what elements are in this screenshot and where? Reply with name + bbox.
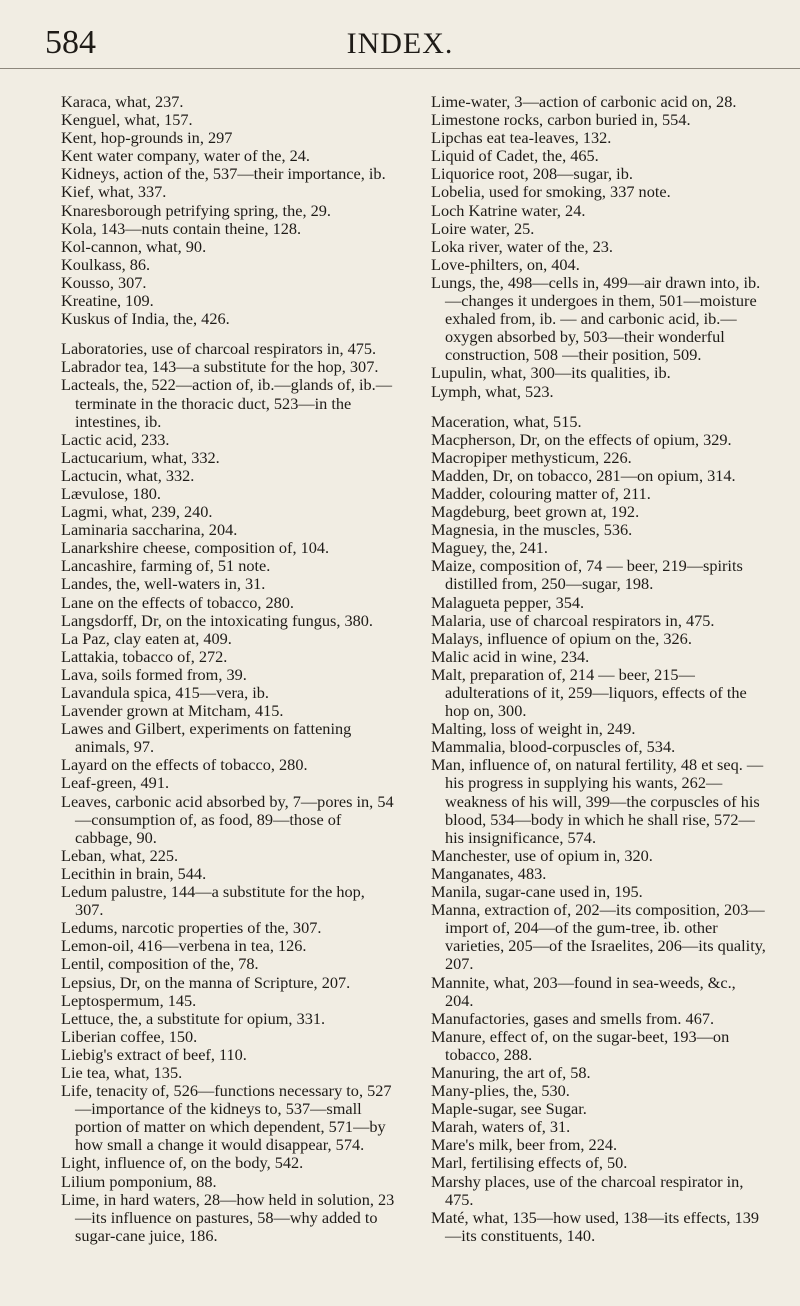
index-entry: Lactucarium, what, 332.	[61, 447, 220, 467]
index-entry: Landes, the, well-waters in, 31.	[61, 574, 266, 594]
index-entry: Lava, soils formed from, 39.	[61, 664, 247, 684]
index-entry: Many-plies, the, 530.	[431, 1081, 570, 1101]
index-entry: Lactucin, what, 332.	[61, 465, 195, 485]
index-entry: Kousso, 307.	[61, 272, 147, 292]
index-entry: Maize, composition of, 74 — beer, 219—spirits distilled from, 250—sugar, 198.	[431, 556, 743, 594]
index-entry: Manila, sugar-cane used in, 195.	[431, 882, 643, 902]
page-number: 584	[45, 24, 96, 61]
index-entry: Life, tenacity of, 526—functions necessary to, 527—importance of the kidneys to, 537—small portion of matter on which dependent, 571—by how small a change it would disappear, 574.	[61, 1081, 392, 1155]
index-entry: Ledum palustre, 144—a substitute for the hop, 307.	[61, 882, 365, 920]
index-entry: Manganates, 483.	[431, 863, 547, 883]
index-entry: Maté, what, 135—how used, 138—its effects, 139—its constituents, 140.	[431, 1207, 759, 1245]
index-entry: Limestone rocks, carbon buried in, 554.	[431, 110, 691, 130]
index-entry: Laboratories, use of charcoal respirators in, 475.	[61, 339, 377, 359]
index-entry: Lentil, composition of the, 78.	[61, 954, 259, 974]
index-entry: Kent water company, water of the, 24.	[61, 146, 310, 166]
index-entry: Macpherson, Dr, on the effects of opium, 329.	[431, 429, 732, 449]
index-entry: Liquorice root, 208—sugar, ib.	[431, 164, 633, 184]
index-entry: Macropiper methysticum, 226.	[431, 447, 632, 467]
index-entry: Lepsius, Dr, on the manna of Scripture, 207.	[61, 972, 351, 992]
index-entry: Leptospermum, 145.	[61, 990, 197, 1010]
index-entry: La Paz, clay eaten at, 409.	[61, 628, 232, 648]
index-entry: Lavender grown at Mitcham, 415.	[61, 701, 284, 721]
index-entry: Kuskus of India, the, 426.	[61, 309, 230, 329]
index-entry: Lacteals, the, 522—action of, ib.—glands of, ib.—terminate in the thoracic duct, 523—in the intestines, ib.	[61, 375, 392, 431]
index-entry: Mare's milk, beer from, 224.	[431, 1135, 618, 1155]
index-entry: Langsdorff, Dr, on the intoxicating fungus, 380.	[61, 610, 373, 630]
index-entry: Lane on the effects of tobacco, 280.	[61, 592, 294, 612]
index-entry: Man, influence of, on natural fertility, 48 et seq. — his progress in supplying his wants, 262—weakness of his will, 399—the corpuscles of his blood, 534—body in which he shall rise, 572—his insignificance, 574.	[431, 755, 764, 847]
index-entry: Malagueta pepper, 354.	[431, 592, 585, 612]
index-entry: Lancashire, farming of, 51 note.	[61, 556, 271, 576]
index-column-left	[61, 93, 396, 1245]
index-entry: Manufactories, gases and smells from. 467.	[431, 1008, 715, 1028]
index-entry: Manna, extraction of, 202—its composition, 203—import of, 204—of the gum-tree, ib. other varieties, 205—of the Israelites, 206—its quality, 207.	[431, 900, 766, 974]
index-entry: Lilium pomponium, 88.	[61, 1171, 217, 1191]
index-entry: Lupulin, what, 300—its qualities, ib.	[431, 363, 671, 383]
index-entry: Manure, effect of, on the sugar-beet, 193—on tobacco, 288.	[431, 1026, 730, 1064]
index-entry: Lymph, what, 523.	[431, 381, 554, 401]
index-entry: Magdeburg, beet grown at, 192.	[431, 502, 640, 522]
index-entry: Lanarkshire cheese, composition of, 104.	[61, 538, 330, 558]
index-entry: Light, influence of, on the body, 542.	[61, 1153, 304, 1173]
index-entry: Lettuce, the, a substitute for opium, 331.	[61, 1008, 326, 1028]
index-entry: Kol-cannon, what, 90.	[61, 236, 207, 256]
index-entry: Lavandula spica, 415—vera, ib.	[61, 683, 269, 702]
index-entry: Lactic acid, 233.	[61, 429, 170, 449]
index-entry: Koulkass, 86.	[61, 254, 151, 274]
index-entry: Labrador tea, 143—a substitute for the hop, 307.	[61, 357, 379, 377]
index-entry: Layard on the effects of tobacco, 280.	[61, 755, 308, 775]
index-entry: Lemon-oil, 416—verbena in tea, 126.	[61, 936, 307, 956]
index-entry: Lime-water, 3—action of carbonic acid on, 28.	[431, 92, 737, 111]
index-entry: Ledums, narcotic properties of the, 307.	[61, 918, 322, 938]
index-entry: Maceration, what, 515.	[431, 411, 582, 431]
index-entry: Loka river, water of the, 23.	[431, 236, 613, 256]
index-entry: Kreatine, 109.	[61, 291, 154, 311]
index-entry: Marl, fertilising effects of, 50.	[431, 1153, 628, 1173]
page-header	[0, 20, 800, 69]
index-entry: Madden, Dr, on tobacco, 281—on opium, 314.	[431, 465, 736, 485]
index-entry: Malic acid in wine, 234.	[431, 646, 590, 666]
index-entry: Leaves, carbonic acid absorbed by, 7—pores in, 54—consumption of, as food, 89—those of cabbage, 90.	[61, 791, 394, 847]
index-entry: Maple-sugar, see Sugar.	[431, 1099, 587, 1119]
index-entry: Malays, influence of opium on the, 326.	[431, 628, 692, 648]
index-entry: Love-philters, on, 404.	[431, 254, 580, 274]
index-entry: Leban, what, 225.	[61, 845, 179, 865]
index-entry: Lævulose, 180.	[61, 483, 161, 503]
index-entry: Manuring, the art of, 58.	[431, 1062, 591, 1082]
index-entry: Lipchas eat tea-leaves, 132.	[431, 128, 612, 148]
index-entry: Lime, in hard waters, 28—how held in solution, 23—its influence on pastures, 58—why added to sugar-cane juice, 186.	[61, 1189, 395, 1245]
index-entry: Kenguel, what, 157.	[61, 110, 193, 130]
index-entry: Laminaria saccharina, 204.	[61, 520, 238, 540]
index-entry: Maguey, the, 241.	[431, 538, 548, 558]
index-entry: Lecithin in brain, 544.	[61, 863, 207, 883]
index-entry: Lawes and Gilbert, experiments on fattening animals, 97.	[61, 719, 352, 757]
index-entry: Liquid of Cadet, the, 465.	[431, 146, 599, 166]
index-entry: Liberian coffee, 150.	[61, 1026, 198, 1046]
index-entry: Lungs, the, 498—cells in, 499—air drawn into, ib.—changes it undergoes in them, 501—moisture exhaled from, ib. — and carbonic acid, ib.—oxygen absorbed by, 503—their wonderful construction, 508 —their position, 509.	[431, 272, 761, 365]
index-entry: Madder, colouring matter of, 211.	[431, 483, 651, 503]
index-entry: Lagmi, what, 239, 240.	[61, 502, 213, 522]
index-entry: Mammalia, blood-corpuscles of, 534.	[431, 737, 676, 757]
index-entry: Kent, hop-grounds in, 297	[61, 128, 233, 148]
index-entry: Malting, loss of weight in, 249.	[431, 719, 636, 739]
index-entry: Marah, waters of, 31.	[431, 1117, 571, 1137]
index-entry: Loire water, 25.	[431, 218, 535, 238]
index-entry: Lobelia, used for smoking, 337 note.	[431, 182, 671, 202]
running-head: INDEX.	[346, 27, 454, 60]
index-entry: Leaf-green, 491.	[61, 773, 170, 793]
index-entry: Marshy places, use of the charcoal respirator in, 475.	[431, 1171, 744, 1209]
index-entry: Manchester, use of opium in, 320.	[431, 845, 653, 865]
index-entry: Malt, preparation of, 214 — beer, 215—adulterations of it, 259—liquors, effects of the hop on, 300.	[431, 664, 747, 721]
index-entry: Lattakia, tobacco of, 272.	[61, 646, 228, 666]
index-entry: Kief, what, 337.	[61, 182, 167, 202]
index-entry: Knaresborough petrifying spring, the, 29.	[61, 200, 331, 220]
index-column-right	[431, 93, 766, 1245]
index-entry: Lie tea, what, 135.	[61, 1062, 183, 1082]
index-entry: Loch Katrine water, 24.	[431, 200, 586, 220]
index-entry: Kola, 143—nuts contain theine, 128.	[61, 218, 302, 238]
index-entry: Malaria, use of charcoal respirators in, 475.	[431, 610, 715, 630]
index-entry: Liebig's extract of beef, 110.	[61, 1044, 247, 1064]
index-entry: Magnesia, in the muscles, 536.	[431, 520, 633, 540]
index-entry: Kidneys, action of the, 537—their importance, ib.	[61, 164, 386, 184]
index-entry: Karaca, what, 237.	[61, 92, 184, 111]
index-entry: Mannite, what, 203—found in sea-weeds, &c., 204.	[431, 972, 736, 1010]
